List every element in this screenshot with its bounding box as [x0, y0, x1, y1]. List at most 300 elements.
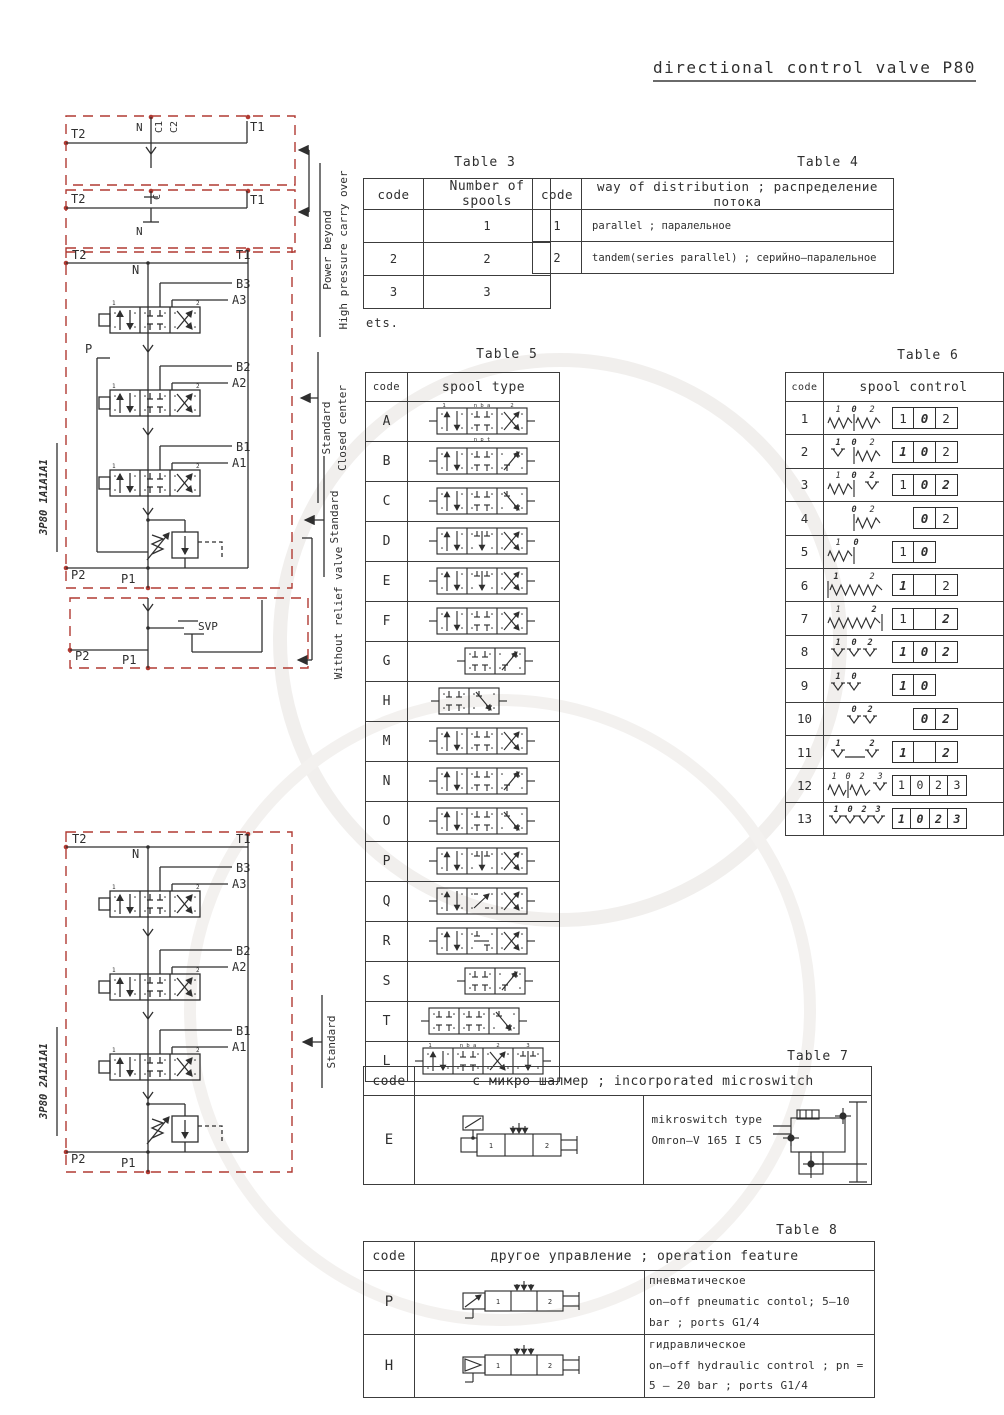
table6-row: [786, 702, 1004, 735]
svg-text:2: 2: [495, 1043, 500, 1049]
spool-code: H: [366, 682, 408, 722]
spool-symbol-D: [415, 522, 553, 558]
svg-text:C2: C2: [169, 120, 180, 134]
table8-symbol-cell: [415, 1271, 645, 1335]
table6-row: [786, 468, 1004, 501]
table-row: [364, 210, 551, 243]
position-box: 2: [929, 808, 949, 829]
table8-header-row: [364, 1242, 875, 1271]
spool-symbol-cell: [408, 762, 560, 802]
svg-text:3P80 2A1A1A1: 3P80 2A1A1A1: [38, 1043, 50, 1119]
table5-row: [366, 882, 560, 922]
spool-symbol-cell: [408, 882, 560, 922]
svg-text:B1: B1: [236, 440, 251, 454]
control-code: 3: [786, 468, 824, 501]
svg-text:1: 1: [112, 300, 116, 307]
table5-row: [366, 602, 560, 642]
svg-text:P2: P2: [71, 568, 86, 582]
svg-text:N: N: [136, 225, 143, 238]
table8-code: H: [364, 1334, 415, 1398]
svg-text:N: N: [132, 263, 140, 277]
svg-text:1: 1: [495, 1297, 500, 1306]
spool-symbol-E: [415, 562, 553, 598]
position-boxes: [893, 708, 958, 730]
control-glyph-6: [826, 570, 890, 601]
svg-text:3P80 1A1A1A1: 3P80 1A1A1A1: [38, 459, 50, 535]
position-boxes: [893, 808, 967, 829]
position-box: 0: [913, 641, 936, 663]
position-box: 2: [929, 775, 949, 796]
svg-text:A2: A2: [232, 960, 247, 974]
control-cell: [824, 402, 1004, 435]
svg-text:T1: T1: [250, 120, 265, 134]
table7-text-cell: [643, 1096, 872, 1185]
table6-row: [786, 602, 1004, 635]
svg-text:3: 3: [877, 771, 883, 782]
position-boxes: [893, 674, 958, 696]
table7-grid: [363, 1066, 872, 1185]
table3-caption: Table 3: [454, 155, 516, 170]
control-wrap: [826, 536, 1001, 567]
position-box: 2: [935, 708, 958, 730]
control-wrap: [826, 636, 1001, 667]
control-glyph-13: [826, 803, 890, 834]
control-code: 12: [786, 769, 824, 802]
position-box: 0: [913, 708, 936, 730]
control-wrap: [826, 603, 1001, 634]
table5-row: [366, 1002, 560, 1042]
table6-row: [786, 535, 1004, 568]
svg-text:0: 0: [851, 504, 857, 515]
svg-text:1: 1: [835, 538, 841, 549]
table8-grid: [363, 1241, 875, 1398]
position-boxes: [893, 474, 958, 496]
svg-text:T2: T2: [72, 248, 87, 262]
svg-text:2: 2: [871, 605, 877, 616]
position-boxes: [893, 574, 958, 596]
position-box: 2: [935, 641, 958, 663]
table5-row: [366, 762, 560, 802]
svg-text:2: 2: [509, 403, 514, 409]
spool-symbol-C: [415, 482, 553, 518]
annotation-standard-closed-center: [301, 352, 349, 503]
svg-text:1: 1: [831, 771, 837, 782]
control-wrap: [826, 503, 1001, 534]
position-box: 2: [935, 507, 958, 529]
position-box: 2: [935, 608, 958, 630]
svg-text:C1: C1: [154, 120, 165, 134]
table5-row: [366, 402, 560, 442]
annotation-power-beyond: [299, 150, 350, 337]
svg-text:2: 2: [869, 571, 875, 582]
annotation-standard-2: [303, 995, 338, 1088]
text-line: гидравлическое: [649, 1337, 746, 1351]
spool-code: T: [366, 1002, 408, 1042]
control-wrap: [826, 469, 1001, 500]
svg-text:1: 1: [835, 404, 841, 415]
spool-code: S: [366, 962, 408, 1002]
table5-grid: [365, 372, 560, 1082]
table8-row: [364, 1271, 875, 1335]
svg-text:2: 2: [544, 1141, 549, 1150]
table6-row: [786, 735, 1004, 768]
diagram-main-tandem: [38, 832, 292, 1175]
position-boxes: [893, 441, 958, 463]
spool-symbol-cell: [408, 842, 560, 882]
spool-code: E: [366, 562, 408, 602]
svg-text:B1: B1: [236, 1024, 251, 1038]
spool-symbol-M: [415, 722, 553, 758]
table7-header: с микро шалмер ; incorporated microswitch: [415, 1067, 872, 1096]
table-cell: 1: [424, 210, 551, 243]
position-box: 2: [935, 407, 958, 429]
svg-text:B2: B2: [236, 360, 251, 374]
svg-text:1: 1: [835, 738, 841, 749]
position-boxes: [893, 608, 958, 630]
control-code: 13: [786, 802, 824, 835]
table7-row: [364, 1096, 872, 1185]
svg-text:B3: B3: [236, 277, 251, 291]
spool-code: A: [366, 402, 408, 442]
position-box: [913, 574, 936, 596]
table4: [532, 178, 894, 274]
table-cell: [364, 210, 424, 243]
spool-symbol-cell: [408, 682, 560, 722]
table-cell: 3: [424, 276, 551, 309]
table5-row: [366, 802, 560, 842]
table-row: [533, 242, 894, 274]
position-box: 1: [892, 541, 915, 563]
svg-text:2: 2: [547, 1361, 552, 1370]
spool-symbol-N: [415, 762, 553, 798]
svg-text:2: 2: [547, 1297, 552, 1306]
control-code: 11: [786, 735, 824, 768]
spool-symbol-O: [415, 802, 553, 838]
spool-code: O: [366, 802, 408, 842]
position-box: 0: [913, 507, 936, 529]
svg-text:B3: B3: [236, 861, 251, 875]
spool-code: G: [366, 642, 408, 682]
position-box: 2: [935, 574, 958, 596]
control-cell: [824, 802, 1004, 835]
control-cell: [824, 568, 1004, 601]
control-cell: [824, 602, 1004, 635]
svg-text:0: 0: [853, 538, 859, 549]
svg-text:Standard: Standard: [325, 1015, 338, 1069]
svg-text:n b a: n b a: [473, 403, 490, 409]
table3-header: Number of spools: [424, 179, 551, 210]
table6-row: [786, 502, 1004, 535]
position-box: [913, 741, 936, 763]
svg-text:B2: B2: [236, 944, 251, 958]
control-cell: [824, 769, 1004, 802]
svg-text:1: 1: [112, 967, 116, 974]
svg-text:0: 0: [851, 705, 857, 716]
position-boxes: [893, 741, 958, 763]
table5-caption: Table 5: [476, 347, 538, 362]
control-code: 5: [786, 535, 824, 568]
position-box: 1: [892, 641, 915, 663]
svg-text:C: C: [152, 193, 163, 201]
control-code: 10: [786, 702, 824, 735]
svg-text:1: 1: [488, 1141, 493, 1150]
svg-text:A3: A3: [232, 293, 247, 307]
svg-text:2: 2: [869, 471, 875, 482]
table5: [365, 372, 560, 1082]
control-glyph-3: [826, 469, 890, 500]
svg-text:n p t: n p t: [473, 437, 490, 443]
table-row: [364, 276, 551, 309]
svg-text:P1: P1: [121, 572, 136, 586]
table-cell: 2: [364, 243, 424, 276]
table5-row: [366, 442, 560, 482]
spool-symbol-cell: [408, 642, 560, 682]
control-glyph-4: [826, 503, 890, 534]
table5-header: spool type: [408, 373, 560, 402]
position-box: 3: [947, 775, 967, 796]
control-wrap: [826, 770, 1001, 801]
table6-header: code: [786, 373, 824, 402]
svg-text:1: 1: [835, 471, 841, 482]
table6-caption: Table 6: [897, 348, 959, 363]
spool-code: F: [366, 602, 408, 642]
table4-header: way of distribution ; распределение потока: [582, 179, 894, 210]
table-cell: 2: [533, 242, 582, 274]
table8-caption: Table 8: [776, 1223, 838, 1238]
table6-row: [786, 635, 1004, 668]
spool-symbol-A: [415, 402, 553, 443]
table4-header: code: [533, 179, 582, 210]
svg-text:High pressure carry over: High pressure carry over: [337, 170, 350, 330]
svg-text:1: 1: [835, 605, 841, 616]
table7-caption: Table 7: [787, 1049, 849, 1064]
table8-header: другое управление ; operation feature: [415, 1242, 875, 1271]
svg-text:A2: A2: [232, 376, 247, 390]
spool-code: B: [366, 442, 408, 482]
table8: [363, 1241, 875, 1398]
table6-row: [786, 402, 1004, 435]
svg-text:2: 2: [867, 638, 873, 649]
control-wrap: [826, 737, 1001, 768]
table6-row: [786, 669, 1004, 702]
svg-text:A1: A1: [232, 1040, 247, 1054]
spool-code: C: [366, 482, 408, 522]
spool-symbol-cell: [408, 402, 560, 442]
table6-grid: [785, 372, 1004, 836]
svg-text:T2: T2: [72, 832, 87, 846]
svg-text:2: 2: [869, 738, 875, 749]
table4-header-row: [533, 179, 894, 210]
svg-text:Standard: Standard: [320, 401, 333, 455]
svg-text:1: 1: [833, 805, 839, 816]
position-box: 1: [892, 775, 912, 796]
spool-code: Q: [366, 882, 408, 922]
svg-text:N: N: [136, 121, 143, 134]
svg-text:0: 0: [851, 471, 857, 482]
svg-text:T1: T1: [236, 248, 251, 262]
svg-text:0: 0: [851, 638, 857, 649]
table-row: [533, 210, 894, 242]
spool-code: D: [366, 522, 408, 562]
position-box: 0: [913, 474, 936, 496]
position-box: 1: [892, 474, 915, 496]
svg-text:P1: P1: [122, 653, 137, 667]
position-box: 2: [935, 741, 958, 763]
position-box: 1: [892, 441, 915, 463]
table5-row: [366, 922, 560, 962]
control-glyph-2: [826, 436, 890, 467]
table-row: [364, 243, 551, 276]
control-cell: [824, 502, 1004, 535]
table7: [363, 1066, 872, 1185]
spool-symbol-cell: [408, 1002, 560, 1042]
spool-symbol-T: [415, 1002, 553, 1038]
position-box: [913, 608, 936, 630]
table8-code: P: [364, 1271, 415, 1335]
control-cell: [824, 702, 1004, 735]
operation-symbol-P: [455, 1276, 605, 1326]
control-glyph-12: [826, 770, 890, 801]
control-cell: [824, 435, 1004, 468]
position-boxes: [893, 641, 958, 663]
table-cell: 1: [533, 210, 582, 242]
table5-row: [366, 562, 560, 602]
svg-text:T2: T2: [71, 192, 86, 206]
position-boxes: [893, 507, 958, 529]
operation-symbol-H: [455, 1340, 605, 1390]
table8-text-cell: [645, 1334, 875, 1398]
svg-text:P2: P2: [75, 649, 90, 663]
table-cell: 2: [424, 243, 551, 276]
position-box: 0: [913, 674, 936, 696]
svg-text:1: 1: [441, 403, 446, 409]
svg-text:2: 2: [861, 805, 867, 816]
table6-row: [786, 802, 1004, 835]
spool-symbol-F: [415, 602, 553, 638]
table5-row: [366, 482, 560, 522]
table-cell: tandem(series parallel) ; серийно–паралельное: [582, 242, 894, 274]
table5-header-row: [366, 373, 560, 402]
spool-code: M: [366, 722, 408, 762]
position-box: 1: [892, 674, 915, 696]
svg-text:0: 0: [847, 805, 853, 816]
diagram-svp: [68, 598, 308, 670]
control-wrap: [826, 703, 1001, 734]
microswitch-drawing: [757, 1098, 869, 1186]
table5-row: [366, 642, 560, 682]
control-wrap: [826, 403, 1001, 434]
table8-text: [649, 1335, 870, 1398]
control-wrap: [826, 436, 1001, 467]
table8-text-cell: [645, 1271, 875, 1335]
control-glyph-11: [826, 737, 890, 768]
position-box: 3: [947, 808, 967, 829]
svg-text:2: 2: [196, 1047, 200, 1054]
table8-text: [649, 1271, 870, 1334]
control-code: 1: [786, 402, 824, 435]
position-box: 1: [892, 407, 915, 429]
table7-text-wrap: [644, 1096, 872, 1184]
svg-text:2: 2: [196, 884, 200, 891]
svg-text:P1: P1: [121, 1156, 136, 1170]
svg-text:2: 2: [196, 463, 200, 470]
table7-code: E: [364, 1096, 415, 1185]
diagram-main-parallel: [38, 248, 292, 591]
table6-row: [786, 435, 1004, 468]
svg-text:T1: T1: [250, 193, 265, 207]
control-code: 7: [786, 602, 824, 635]
position-box: 0: [913, 407, 936, 429]
svg-text:2: 2: [196, 300, 200, 307]
annotation-without-relief-valve: [298, 538, 345, 679]
ets-note: ets.: [366, 316, 399, 330]
diagram-closed-center-top: [64, 189, 295, 252]
svg-text:SVP: SVP: [198, 620, 218, 633]
svg-text:A3: A3: [232, 877, 247, 891]
text-line: on–off pneumatic contol; 5–10 bar ; ports G1/4: [649, 1294, 850, 1329]
position-box: 2: [935, 474, 958, 496]
table6-row: [786, 568, 1004, 601]
position-box: 1: [892, 741, 915, 763]
position-box: 0: [913, 541, 936, 563]
text-line: on–off hydraulic control ; pn = 5 – 20 bar ; ports G1/4: [649, 1358, 864, 1393]
table6-header: spool control: [824, 373, 1004, 402]
position-box: 0: [913, 441, 936, 463]
svg-text:1: 1: [112, 884, 116, 891]
position-box: 0: [910, 808, 930, 829]
control-glyph-9: [826, 670, 890, 701]
svg-text:2: 2: [869, 404, 875, 415]
svg-text:T2: T2: [71, 127, 86, 141]
table5-row: [366, 962, 560, 1002]
svg-text:1: 1: [495, 1361, 500, 1370]
svg-text:0: 0: [845, 771, 851, 782]
spool-symbol-P: [415, 842, 553, 878]
text-line: Omron–V 165 I C5: [651, 1133, 763, 1147]
svg-text:P2: P2: [71, 1152, 86, 1166]
control-glyph-8: [826, 636, 890, 667]
svg-text:1: 1: [112, 1047, 116, 1054]
control-cell: [824, 535, 1004, 568]
svg-text:2: 2: [196, 383, 200, 390]
svg-text:2: 2: [869, 504, 875, 515]
control-code: 6: [786, 568, 824, 601]
svg-text:2: 2: [859, 771, 865, 782]
spool-symbol-cell: [408, 442, 560, 482]
page-title: directional control valve P80: [653, 58, 976, 82]
table5-row: [366, 722, 560, 762]
svg-text:T1: T1: [236, 832, 251, 846]
table-cell: parallel ; паралельное: [582, 210, 894, 242]
table5-row: [366, 842, 560, 882]
table3-header-row: [364, 179, 551, 210]
control-cell: [824, 635, 1004, 668]
svg-text:0: 0: [851, 671, 857, 682]
position-box: 1: [892, 808, 912, 829]
spool-code: P: [366, 842, 408, 882]
control-glyph-1: [826, 403, 890, 434]
svg-text:1: 1: [833, 571, 839, 582]
diagram-power-beyond: [64, 115, 295, 185]
spool-symbol-G: [415, 642, 553, 678]
position-box: 1: [892, 574, 915, 596]
svg-text:1: 1: [835, 638, 841, 649]
table4-caption: Table 4: [797, 155, 859, 170]
spool-symbol-cell: [408, 922, 560, 962]
svg-text:Closed center: Closed center: [336, 384, 349, 472]
control-code: 9: [786, 669, 824, 702]
table6-row: [786, 769, 1004, 802]
